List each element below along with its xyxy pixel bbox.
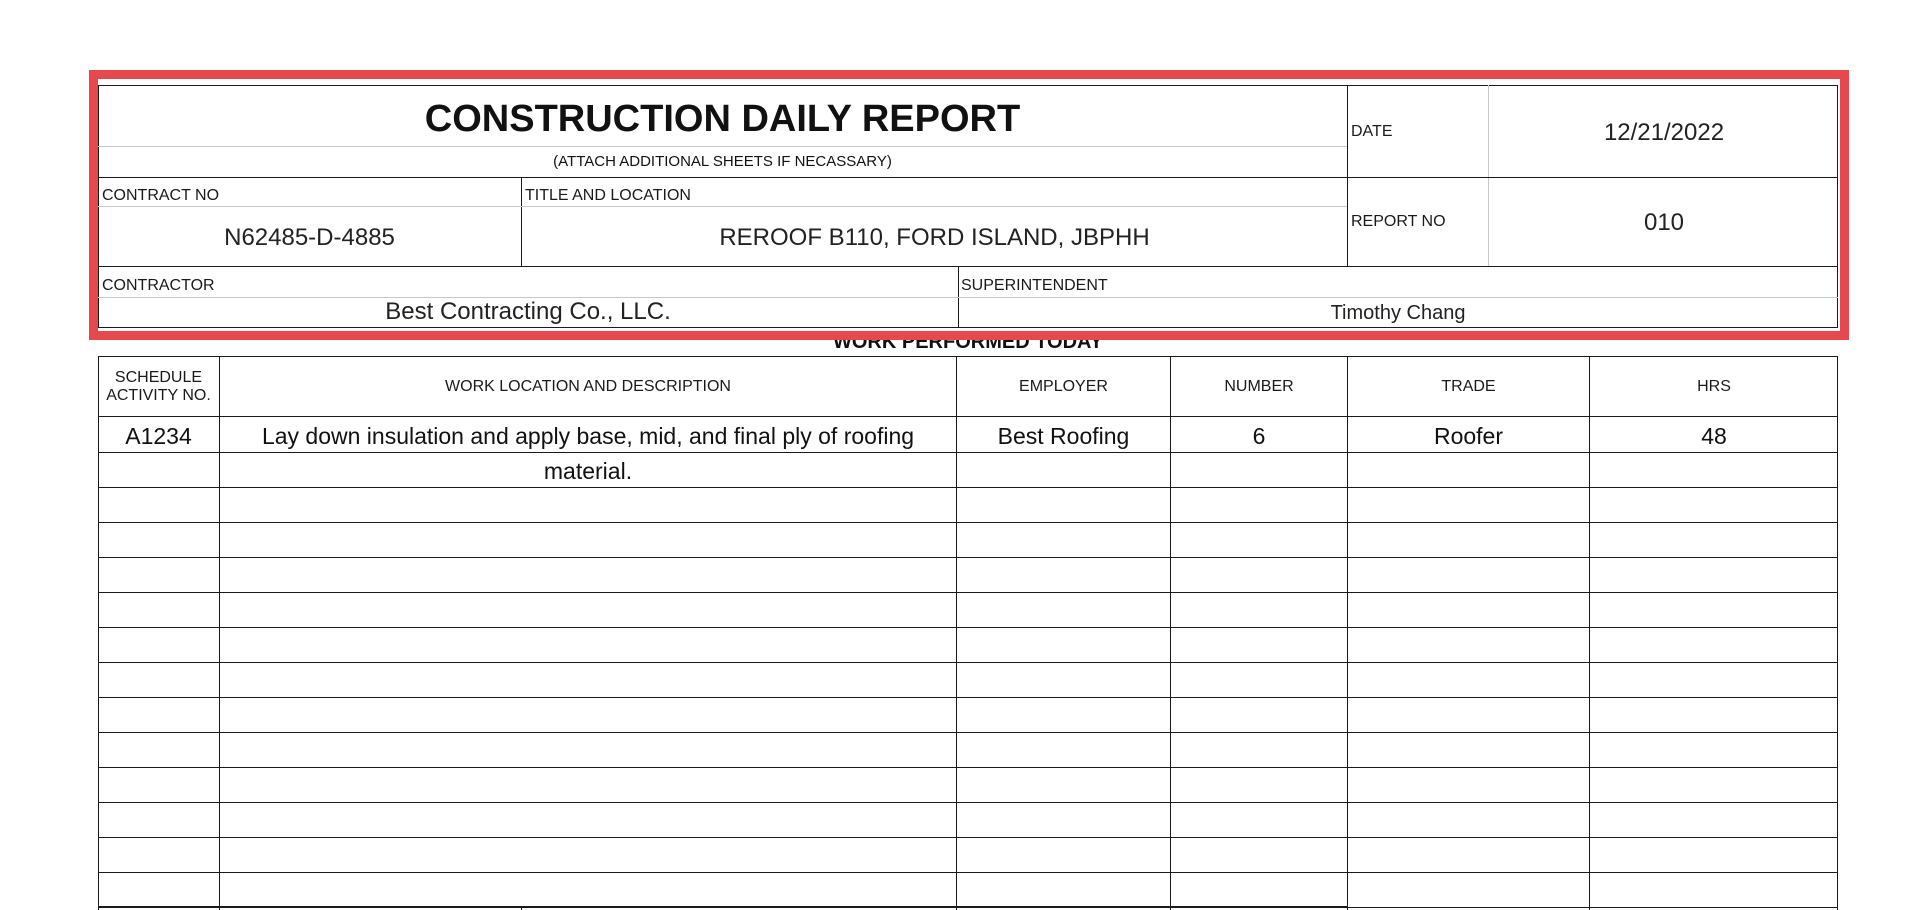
col-header-employer: EMPLOYER <box>1019 378 1108 395</box>
work-section-title: WORK PERFORMED TODAY <box>832 331 1104 353</box>
table-row-line <box>98 732 1838 733</box>
header-divider <box>1488 85 1489 267</box>
table-row-line <box>98 627 1838 628</box>
row-description-line1: Lay down insulation and apply base, mid, and final ply of roofing <box>261 423 915 449</box>
table-row-line <box>98 872 1838 873</box>
table-row-line <box>98 522 1838 523</box>
table-row-line <box>98 767 1838 768</box>
report-no-label: REPORT NO <box>1351 213 1446 230</box>
col-header-trade: TRADE <box>1441 378 1496 395</box>
row-activity: A1234 <box>125 423 192 449</box>
header-divider <box>1347 85 1348 267</box>
contract-no-label: CONTRACT NO <box>102 187 220 204</box>
col-header-activity <box>98 369 219 405</box>
report-title: CONSTRUCTION DAILY REPORT <box>424 98 1021 140</box>
report-subtitle: (ATTACH ADDITIONAL SHEETS IF NECASSARY) <box>553 153 892 170</box>
header-divider <box>98 206 1347 207</box>
header-divider <box>98 266 1838 267</box>
row-trade: Roofer <box>1433 423 1504 449</box>
col-header-number: NUMBER <box>1224 378 1294 395</box>
table-row-line <box>98 906 1348 908</box>
contractor-value: Best Contracting Co., LLC. <box>385 298 671 325</box>
row-description-line2: material. <box>543 458 633 484</box>
contractor-label: CONTRACTOR <box>102 277 215 294</box>
table-row-line <box>98 592 1838 593</box>
col-header-activity-line1: SCHEDULE <box>114 369 203 386</box>
table-row-line <box>98 802 1838 803</box>
table-row-line <box>98 416 1838 417</box>
title-location-value: REROOF B110, FORD ISLAND, JBPHH <box>719 224 1150 251</box>
col-header-activity-line2: ACTIVITY NO. <box>106 387 211 404</box>
table-row-line <box>98 356 1838 357</box>
title-location-label: TITLE AND LOCATION <box>525 187 691 204</box>
header-divider <box>98 177 1838 178</box>
row-hrs: 48 <box>1701 423 1727 449</box>
col-header-description: WORK LOCATION AND DESCRIPTION <box>445 378 731 395</box>
header-divider <box>521 177 522 267</box>
table-row-line <box>98 697 1838 698</box>
table-row-line <box>1348 907 1838 908</box>
row-employer: Best Roofing <box>997 423 1130 449</box>
table-row-line <box>98 557 1838 558</box>
row-number: 6 <box>1252 423 1266 449</box>
table-col-line <box>521 906 522 910</box>
table-row-line <box>98 452 1838 453</box>
report-no-value: 010 <box>1643 209 1685 236</box>
date-label: DATE <box>1351 123 1393 140</box>
date-value: 12/21/2022 <box>1603 119 1725 146</box>
superintendent-label: SUPERINTENDENT <box>961 277 1108 294</box>
superintendent-value: Timothy Chang <box>1330 302 1466 324</box>
table-row-line <box>98 487 1838 488</box>
col-header-hrs: HRS <box>1697 378 1731 395</box>
table-row-line <box>98 837 1838 838</box>
header-divider <box>98 146 1347 147</box>
table-row-line <box>98 662 1838 663</box>
contract-no-value: N62485-D-4885 <box>224 224 395 251</box>
